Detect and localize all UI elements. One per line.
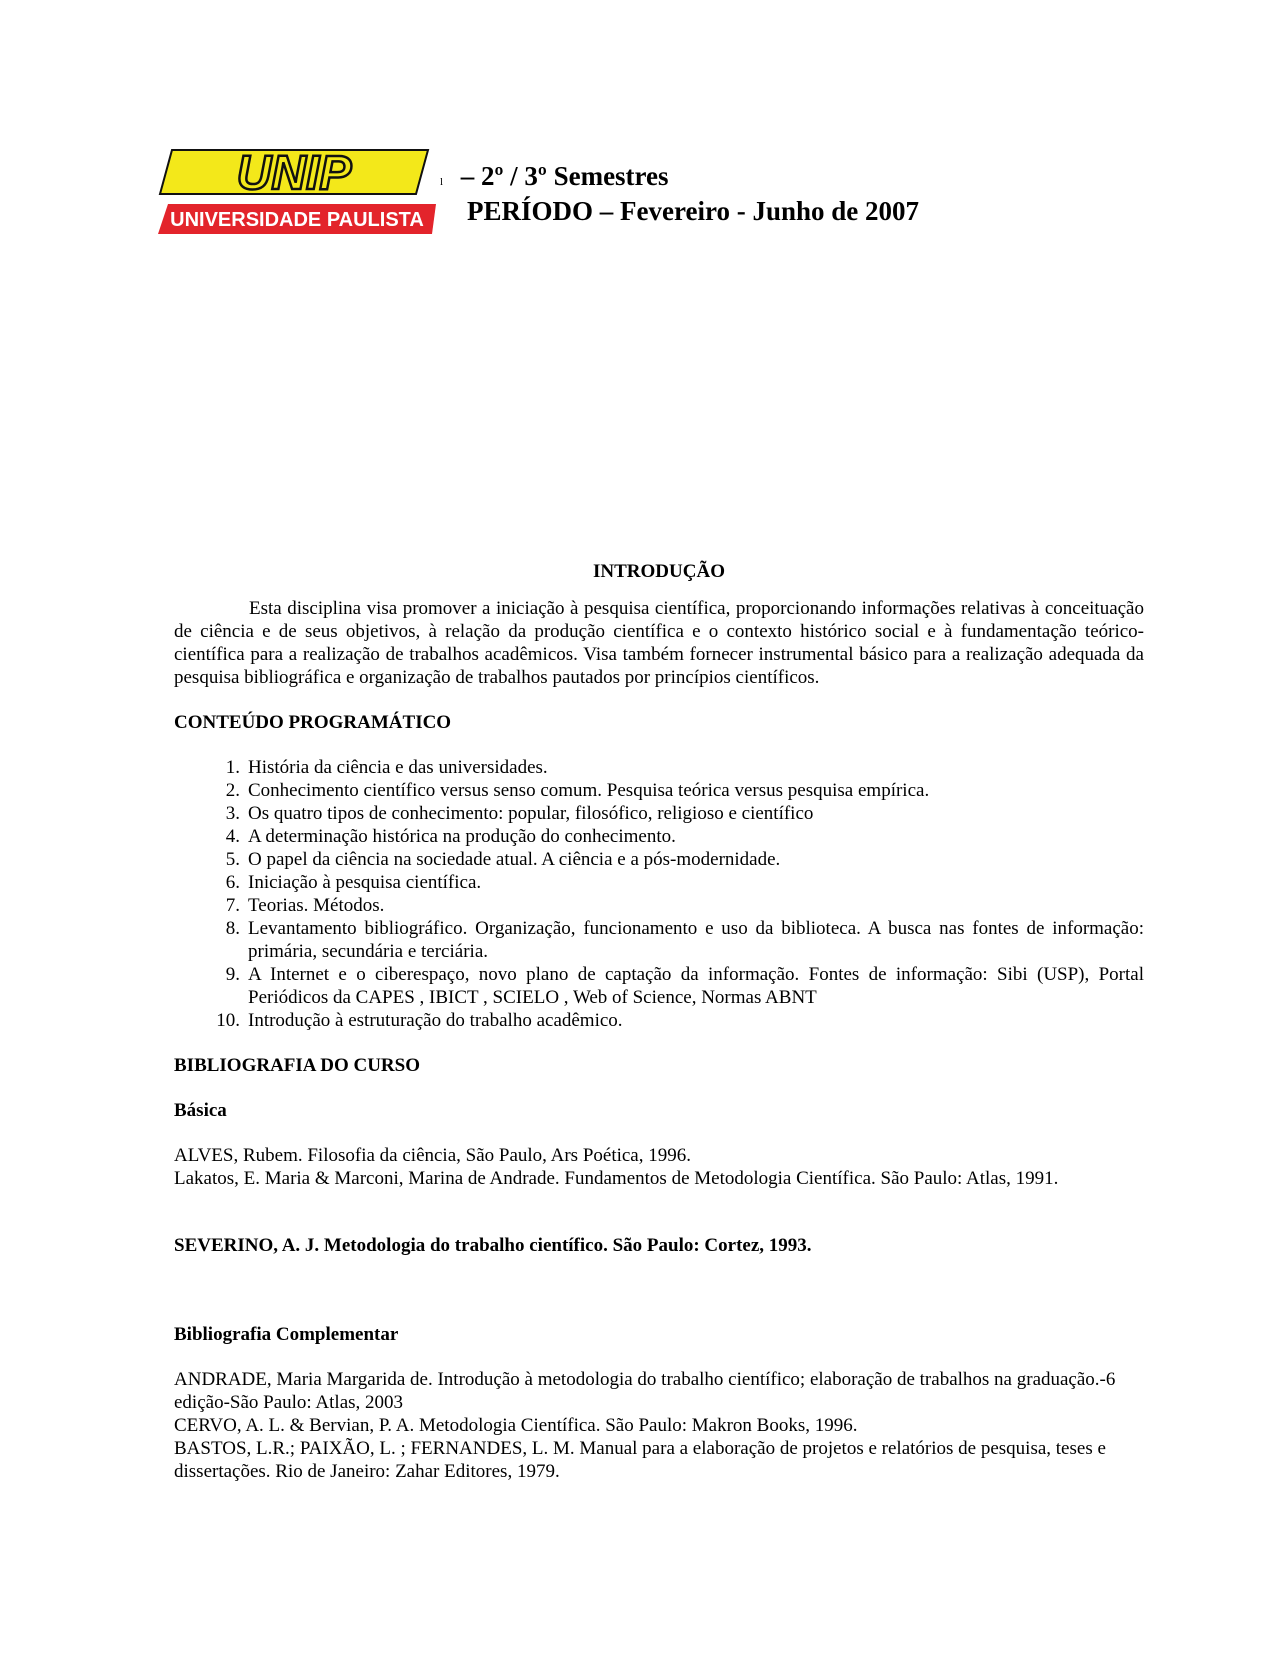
program-item-number: 8. (225, 918, 240, 939)
header-period-line: PERÍODO – Fevereiro - Junho de 2007 (467, 196, 919, 226)
program-item-text: Conhecimento científico versus senso comum. Pesquisa teórica versus pesquisa empírica. (248, 780, 930, 801)
basic-bibliography-title: Básica (174, 1100, 227, 1121)
program-item (174, 779, 1144, 802)
logo-unip-text: UNIP (236, 147, 352, 200)
program-item-text: A Internet e o ciberespaço, novo plano de captação da informação. Fontes de informação: Sibi (USP), Portal Periódicos da CAPES , IBICT , SCIELO , Web of Science, Normas ABNT (248, 964, 1144, 1008)
program-item-number: 4. (225, 826, 240, 847)
intro-title: INTRODUÇÃO (593, 561, 725, 582)
bibliography-entry: CERVO, A. L. & Bervian, P. A. Metodologia Científica. São Paulo: Makron Books, 1996. (174, 1415, 858, 1436)
intro-paragraph: Esta disciplina visa promover a iniciação à pesquisa científica, proporcionando informações relativas à conceituação de ciência e de seus objetivos, à relação da produção científica e o contexto histórico social e à fundamentação teórico-científica para a realização de trabalhos acadêmicos. Visa também fornecer instrumental básico para a realização adequada da pesquisa bibliográfica e organização de trabalhos pautados por princípios científicos. (174, 598, 1144, 688)
header-cut-fragment: l (440, 176, 444, 188)
bibliography-entry: Lakatos, E. Maria & Marconi, Marina de Andrade. Fundamentos de Metodologia Científica. São Paulo: Atlas, 1991. (174, 1168, 1059, 1189)
program-item-text: Os quatro tipos de conhecimento: popular, filosófico, religioso e científico (248, 803, 814, 824)
bibliography-entry: ANDRADE, Maria Margarida de. Introdução à metodologia do trabalho científico; elaboração de trabalhos na graduação.-6 edição-São Paulo: Atlas, 2003 (174, 1369, 1116, 1413)
bibliography-title: BIBLIOGRAFIA DO CURSO (174, 1055, 420, 1076)
unip-logo (158, 146, 440, 236)
program-item-number: 9. (225, 964, 240, 985)
program-item (174, 848, 1144, 871)
program-item-number: 6. (225, 872, 240, 893)
spacer (174, 1190, 1144, 1234)
program-item-text: O papel da ciência na sociedade atual. A ciência e a pós-modernidade. (248, 849, 781, 870)
program-title: CONTEÚDO PROGRAMÁTICO (174, 712, 452, 733)
program-item-number: 10. (216, 1010, 240, 1031)
spacer (174, 1257, 1144, 1323)
bibliography-entry-bold: SEVERINO, A. J. Metodologia do trabalho científico. São Paulo: Cortez, 1993. (174, 1235, 812, 1256)
bibliography-entry: BASTOS, L.R.; PAIXÃO, L. ; FERNANDES, L. M. Manual para a elaboração de projetos e relatórios de pesquisa, teses e dissertações. Rio de Janeiro: Zahar Editores, 1979. (174, 1438, 1106, 1482)
program-item-text: Iniciação à pesquisa científica. (248, 872, 482, 893)
program-item (174, 802, 1144, 825)
program-item-text: A determinação histórica na produção do conhecimento. (248, 826, 676, 847)
program-item-number: 1. (225, 757, 240, 778)
logo-university-text: UNIVERSIDADE PAULISTA (170, 209, 424, 231)
bibliography-entry: ALVES, Rubem. Filosofia da ciência, São Paulo, Ars Poética, 1996. (174, 1145, 691, 1166)
program-item (174, 1009, 1144, 1032)
program-item-number: 7. (225, 895, 240, 916)
program-item (174, 963, 1144, 1009)
program-item-number: 2. (225, 780, 240, 801)
program-item (174, 917, 1144, 963)
program-list (174, 756, 1144, 1032)
program-item-number: 5. (225, 849, 240, 870)
complementary-bibliography-title: Bibliografia Complementar (174, 1324, 399, 1345)
header-semester-line (440, 161, 669, 192)
unip-logo-graphic (158, 146, 440, 236)
program-item-text: História da ciência e das universidades. (248, 757, 548, 778)
program-item-text: Introdução à estruturação do trabalho acadêmico. (248, 1010, 623, 1031)
program-item (174, 825, 1144, 848)
program-item (174, 756, 1144, 779)
program-item-number: 3. (225, 803, 240, 824)
program-item (174, 871, 1144, 894)
document-body (174, 560, 1144, 1483)
program-item (174, 894, 1144, 917)
program-item-text: Teorias. Métodos. (248, 895, 385, 916)
program-item-text: Levantamento bibliográfico. Organização, funcionamento e uso da biblioteca. A busca nas fontes de informação: primária, secundária e terciária. (248, 918, 1144, 962)
header-semester-text: – 2º / 3º Semestres (454, 161, 669, 191)
